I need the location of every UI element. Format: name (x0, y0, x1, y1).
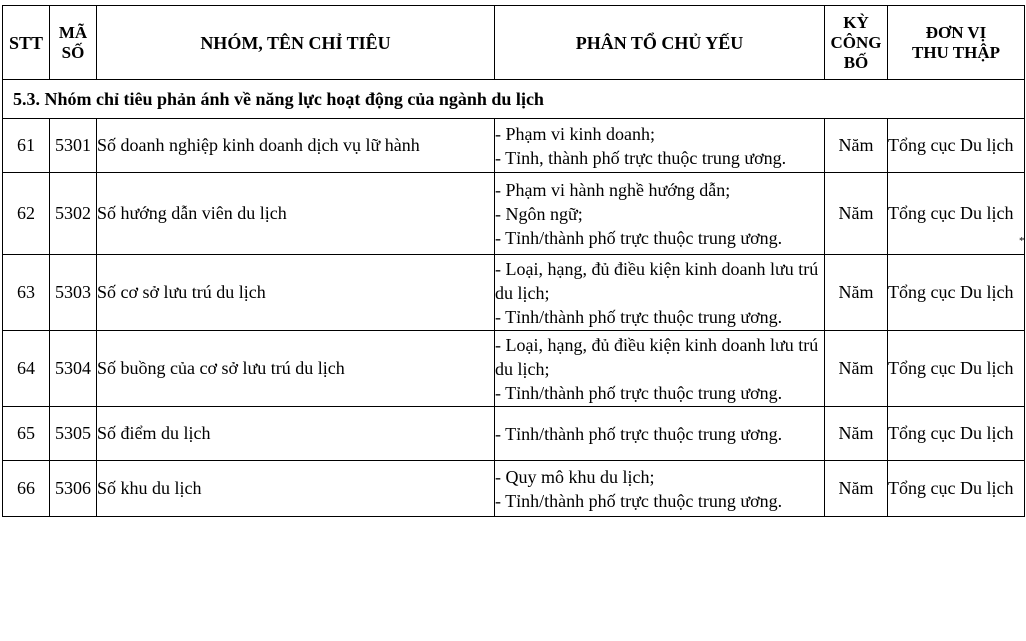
breakdown-item: - Tỉnh/thành phố trực thuộc trung ương. (495, 227, 783, 248)
row-period: Năm (825, 331, 888, 407)
row-breakdown (495, 173, 825, 255)
row-code: 5304 (50, 331, 97, 407)
row-code: 5301 (50, 119, 97, 173)
breakdown-item: - Tỉnh/thành phố trực thuộc trung ương. (495, 423, 783, 444)
header-period: KỲ CÔNG BỐ (825, 6, 888, 80)
row-code: 5305 (50, 407, 97, 461)
row-breakdown (495, 255, 825, 331)
group-title: 5.3. Nhóm chỉ tiêu phản ánh về năng lực hoạt động của ngành du lịch (3, 80, 1025, 119)
row-code: 5302 (50, 173, 97, 255)
row-period: Năm (825, 119, 888, 173)
group-row (3, 80, 1025, 119)
row-code: 5303 (50, 255, 97, 331)
row-name: Số doanh nghiệp kinh doanh dịch vụ lữ hành (97, 119, 495, 173)
row-period: Năm (825, 173, 888, 255)
breakdown-item: - Ngôn ngữ; (495, 203, 583, 224)
row-stt: 61 (3, 119, 50, 173)
breakdown-item: - Loại, hạng, đủ điều kiện kinh doanh lưu trú du lịch; (495, 334, 819, 379)
row-name: Số khu du lịch (97, 461, 495, 517)
row-breakdown (495, 331, 825, 407)
breakdown-item: - Tỉnh/thành phố trực thuộc trung ương. (495, 306, 783, 327)
header-row (3, 6, 1025, 80)
breakdown-item: - Tỉnh, thành phố trực thuộc trung ương. (495, 147, 787, 168)
breakdown-item: - Phạm vi kinh doanh; (495, 123, 655, 144)
row-stt: 65 (3, 407, 50, 461)
row-unit: Tổng cục Du lịch (888, 119, 1025, 173)
margin-mark: * (1019, 235, 1025, 247)
table-row (3, 255, 1025, 331)
header-unit: ĐƠN VỊ THU THẬP (888, 6, 1025, 80)
row-unit: Tổng cục Du lịch (888, 331, 1025, 407)
table-row (3, 407, 1025, 461)
header-breakdown: PHÂN TỔ CHỦ YẾU (495, 6, 825, 80)
breakdown-item: - Tỉnh/thành phố trực thuộc trung ương. (495, 490, 783, 511)
row-name: Số cơ sở lưu trú du lịch (97, 255, 495, 331)
table-row (3, 173, 1025, 255)
table-row (3, 331, 1025, 407)
row-stt: 64 (3, 331, 50, 407)
row-name: Số buồng của cơ sở lưu trú du lịch (97, 331, 495, 407)
row-unit: Tổng cục Du lịch (888, 255, 1025, 331)
row-period: Năm (825, 255, 888, 331)
header-ma-so: MÃ SỐ (50, 6, 97, 80)
breakdown-item: - Tỉnh/thành phố trực thuộc trung ương. (495, 382, 783, 403)
row-unit: Tổng cục Du lịch (888, 461, 1025, 517)
row-unit: Tổng cục Du lịch (888, 173, 1025, 255)
row-stt: 63 (3, 255, 50, 331)
row-breakdown (495, 119, 825, 173)
row-name: Số điểm du lịch (97, 407, 495, 461)
row-breakdown (495, 407, 825, 461)
row-unit: Tổng cục Du lịch (888, 407, 1025, 461)
breakdown-item: - Loại, hạng, đủ điều kiện kinh doanh lưu trú du lịch; (495, 258, 819, 303)
breakdown-item: - Phạm vi hành nghề hướng dẫn; (495, 179, 731, 200)
row-stt: 62 (3, 173, 50, 255)
breakdown-item: - Quy mô khu du lịch; (495, 466, 655, 487)
row-breakdown (495, 461, 825, 517)
table-row (3, 119, 1025, 173)
row-period: Năm (825, 461, 888, 517)
row-period: Năm (825, 407, 888, 461)
header-name: NHÓM, TÊN CHỈ TIÊU (97, 6, 495, 80)
indicator-table (2, 5, 1025, 517)
row-code: 5306 (50, 461, 97, 517)
table-row (3, 461, 1025, 517)
row-stt: 66 (3, 461, 50, 517)
row-name: Số hướng dẫn viên du lịch (97, 173, 495, 255)
header-stt: STT (3, 6, 50, 80)
